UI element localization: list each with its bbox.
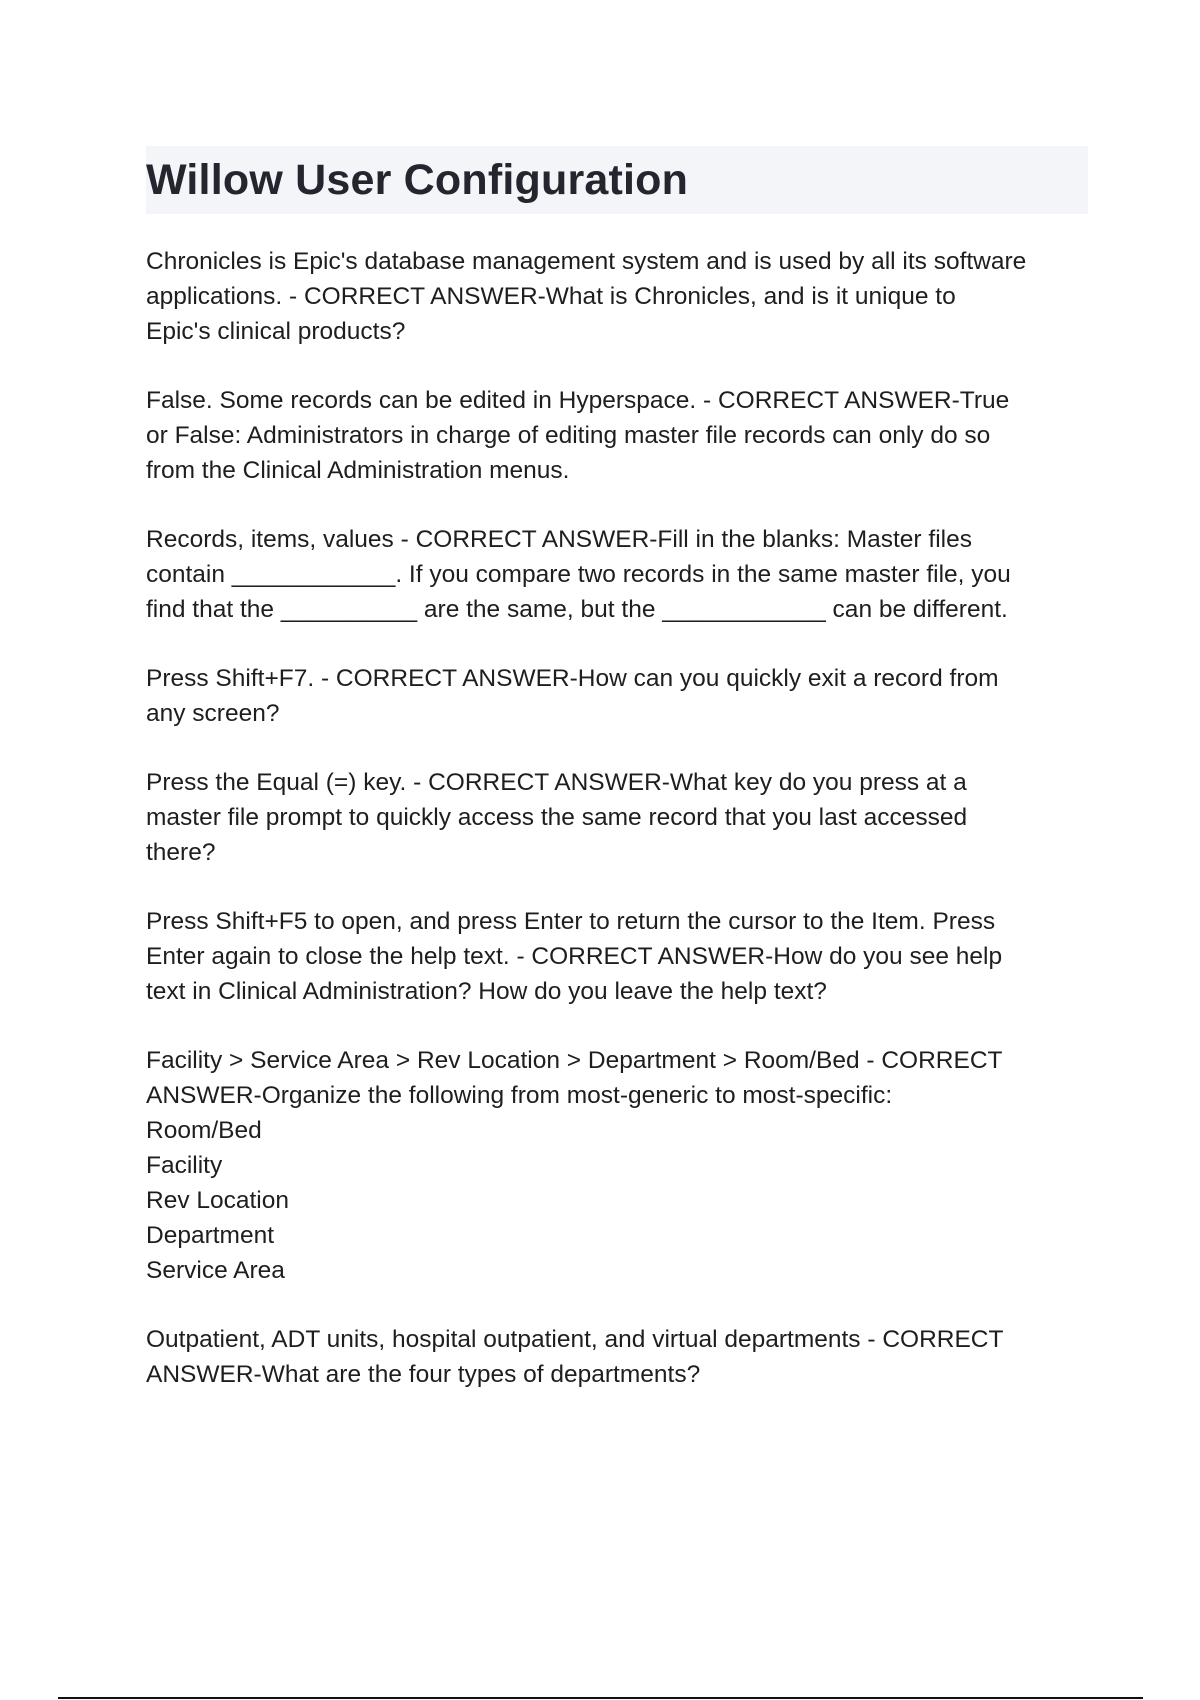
qa-entry [146,383,1106,488]
qa-entry [146,522,1106,627]
qa-text-line: Outpatient, ADT units, hospital outpatient, and virtual departments - CORRECT [146,1326,1004,1353]
qa-text-line: text in Clinical Administration? How do you leave the help text? [146,978,827,1005]
qa-text-line: master file prompt to quickly access the same record that you last accessed [146,804,968,831]
qa-text-line: contain ____________. If you compare two records in the same master file, you [146,561,1011,588]
qa-entry [146,904,1106,1009]
qa-entry [146,661,1106,731]
qa-text-line: applications. - CORRECT ANSWER-What is Chronicles, and is it unique to [146,283,956,310]
qa-text-line: Press Shift+F7. - CORRECT ANSWER-How can you quickly exit a record from [146,665,999,692]
qa-text-line: Rev Location [146,1187,290,1214]
qa-text-line: Press the Equal (=) key. - CORRECT ANSWER-What key do you press at a [146,769,967,796]
qa-text-line: Chronicles is Epic's database management system and is used by all its software [146,248,1027,275]
qa-text-line: Press Shift+F5 to open, and press Enter to return the cursor to the Item. Press [146,908,996,935]
title-banner [146,146,1088,214]
qa-text-line: Epic's clinical products? [146,318,406,345]
qa-text-line: find that the __________ are the same, but the ____________ can be different. [146,596,1008,623]
qa-text-line: Records, items, values - CORRECT ANSWER-Fill in the blanks: Master files [146,526,972,553]
qa-text-line: Facility [146,1152,223,1179]
page-title: Willow User Configuration [146,155,689,204]
qa-text-line: False. Some records can be edited in Hyperspace. - CORRECT ANSWER-True [146,387,1010,414]
qa-entry [146,765,1106,870]
qa-text-line: from the Clinical Administration menus. [146,457,570,484]
qa-text-line: Room/Bed [146,1117,262,1144]
qa-text-line: ANSWER-What are the four types of departments? [146,1361,701,1388]
qa-entry [146,1043,1106,1288]
qa-list [146,244,1106,1426]
qa-text-line: any screen? [146,700,280,727]
footer-divider [58,1697,1143,1699]
qa-text-line: or False: Administrators in charge of editing master file records can only do so [146,422,991,449]
qa-text-line: Facility > Service Area > Rev Location > Department > Room/Bed - CORRECT [146,1047,1003,1074]
qa-text-line: Service Area [146,1257,285,1284]
qa-entry [146,1322,1106,1392]
qa-text-line: Enter again to close the help text. - CORRECT ANSWER-How do you see help [146,943,1003,970]
qa-text-line: ANSWER-Organize the following from most-generic to most-specific: [146,1082,893,1109]
qa-text-line: Department [146,1222,275,1249]
qa-entry [146,244,1106,349]
qa-text-line: there? [146,839,216,866]
